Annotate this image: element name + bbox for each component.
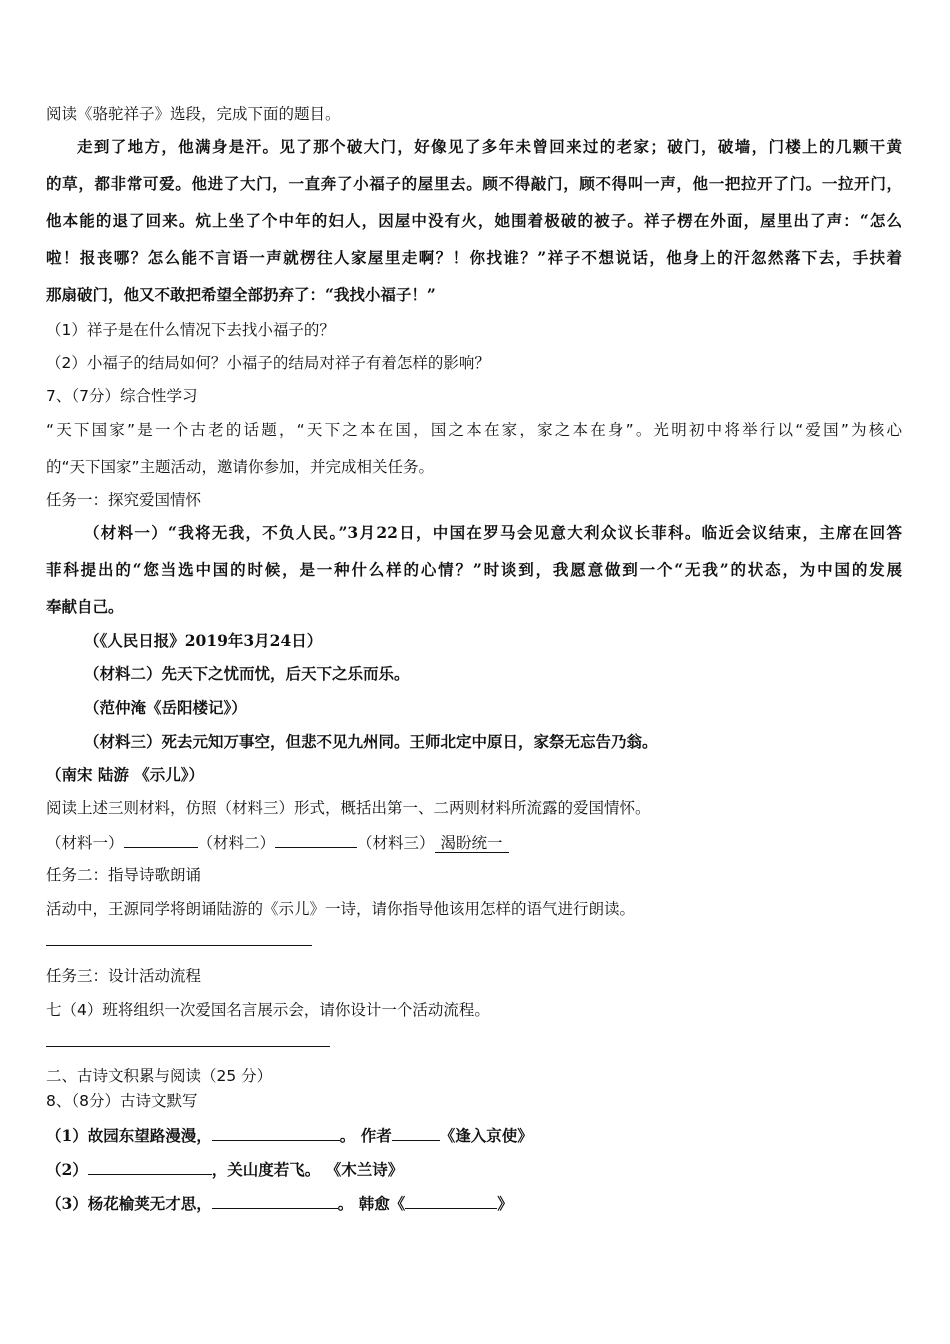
material-1-line-3: 奉献自己。 bbox=[46, 597, 124, 616]
material-1-line-2: 菲科提出的“您当选中国的时候，是一种什么样的心情？”时谈到，我愿意做到一个“无我”的状态，为中国的发展 bbox=[46, 560, 902, 579]
passage-line-1: 走到了地方，他满身是汗。见了那个破大门，好像见了多年未曾回来过的老家；破门，破墙，门楼上的几颗干黄 bbox=[77, 137, 902, 156]
answer-label-material-2: （材料二） bbox=[197, 834, 276, 852]
question-8-1-prefix: （1）故园东望路漫漫， bbox=[46, 1126, 212, 1145]
task-3-title: 任务三：设计活动流程 bbox=[46, 967, 202, 985]
task-3-text: 七（4）班将组织一次爱国名言展示会，请你设计一个活动流程。 bbox=[46, 1001, 490, 1019]
question-7-intro-1: “天下国家”是一个古老的话题，“天下之本在国，国之本在家，家之本在身”。光明初中将举行以“爱国”为核心 bbox=[46, 421, 902, 439]
answer-example-material-3: 渴盼统一 bbox=[435, 834, 509, 853]
question-7-header: 7、（7分）综合性学习 bbox=[46, 387, 198, 405]
material-1-source: （《人民日报》2019年3月24日） bbox=[84, 631, 323, 650]
question-8-3-title-blank[interactable] bbox=[405, 1192, 497, 1209]
question-8-2-prefix: （2） bbox=[46, 1160, 88, 1179]
material-2-source: （范仲淹《岳阳楼记》） bbox=[84, 698, 247, 717]
question-8-3-prefix: （3）杨花榆荚无才思， bbox=[46, 1194, 212, 1213]
question-8-1-author-blank[interactable] bbox=[392, 1124, 440, 1141]
material-3-source: （南宋 陆游 《示儿》） bbox=[46, 765, 205, 784]
passage-line-5: 那扇破门，他又不敢把希望全部扔弃了：“我找小福子！” bbox=[46, 285, 436, 304]
answer-blank-material-2[interactable] bbox=[275, 831, 357, 848]
question-8-header: 8、（8分）古诗文默写 bbox=[46, 1092, 198, 1110]
task-2-text: 活动中，王源同学将朗诵陆游的《示儿》一诗，请你指导他该用怎样的语气进行朗读。 bbox=[46, 900, 636, 918]
reading-intro: 阅读《骆驼祥子》选段，完成下面的题目。 bbox=[46, 105, 341, 123]
question-8-1 bbox=[46, 1124, 533, 1146]
question-8-1-middle: 。 作者 bbox=[339, 1126, 392, 1145]
task-1-title: 任务一：探究爱国情怀 bbox=[46, 491, 202, 509]
task-1-instruction: 阅读上述三则材料，仿照（材料三）形式，概括出第一、二两则材料所流露的爱国情怀。 bbox=[46, 799, 651, 817]
question-8-2 bbox=[46, 1158, 403, 1180]
passage-line-3: 他本能的退了回来。炕上坐了个中年的妇人，因屋中没有火，她围着极破的被子。祥子楞在外面，屋里出了声：“怎么 bbox=[46, 211, 902, 230]
material-1-line-1: （材料一）“我将无我，不负人民。”3月22日，中国在罗马会见意大利众议长菲科。临近会议结束，主席在回答 bbox=[84, 523, 902, 542]
question-8-3-blank[interactable] bbox=[212, 1192, 338, 1209]
task-2-answer-line[interactable] bbox=[46, 945, 312, 946]
task-3-answer-line[interactable] bbox=[46, 1046, 330, 1047]
task-1-answer-row bbox=[46, 831, 509, 853]
question-6-2: （2）小福子的结局如何？小福子的结局对祥子有着怎样的影响？ bbox=[46, 354, 490, 372]
answer-blank-material-1[interactable] bbox=[124, 831, 198, 848]
question-8-3 bbox=[46, 1192, 513, 1214]
question-7-intro-2: 的“天下国家”主题活动，邀请你参加，并完成相关任务。 bbox=[46, 458, 435, 476]
passage-line-2: 的草，都非常可爱。他进了大门，一直奔了小福子的屋里去。顾不得敲门，顾不得叫一声，他一把拉开了门。一拉开门， bbox=[46, 174, 902, 193]
question-8-2-suffix: ，关山度若飞。 《木兰诗》 bbox=[211, 1160, 404, 1179]
section-2-title: 二、古诗文积累与阅读（25 分） bbox=[46, 1067, 273, 1085]
material-3: （材料三）死去元知万事空，但悲不见九州同。王师北定中原日，家祭无忘告乃翁。 bbox=[84, 732, 658, 751]
question-8-3-middle: 。 韩愈《 bbox=[337, 1194, 406, 1213]
question-6-1: （1）祥子是在什么情况下去找小福子的？ bbox=[46, 321, 335, 339]
material-2: （材料二）先天下之忧而忧，后天下之乐而乐。 bbox=[84, 664, 410, 683]
task-2-title: 任务二：指导诗歌朗诵 bbox=[46, 866, 202, 884]
question-8-1-title: 《逢入京使》 bbox=[439, 1126, 533, 1145]
question-8-1-blank[interactable] bbox=[212, 1124, 340, 1141]
passage-line-4: 啦！报丧哪？怎么能不言语一声就楞往人家屋里走啊？！你找谁？”祥子不想说话，他身上的汗忽然落下去，手扶着 bbox=[46, 248, 902, 267]
question-8-3-end: 》 bbox=[497, 1194, 513, 1213]
question-8-2-blank[interactable] bbox=[88, 1158, 212, 1175]
answer-label-material-1: （材料一） bbox=[46, 834, 124, 852]
answer-label-material-3: （材料三） bbox=[357, 834, 435, 852]
